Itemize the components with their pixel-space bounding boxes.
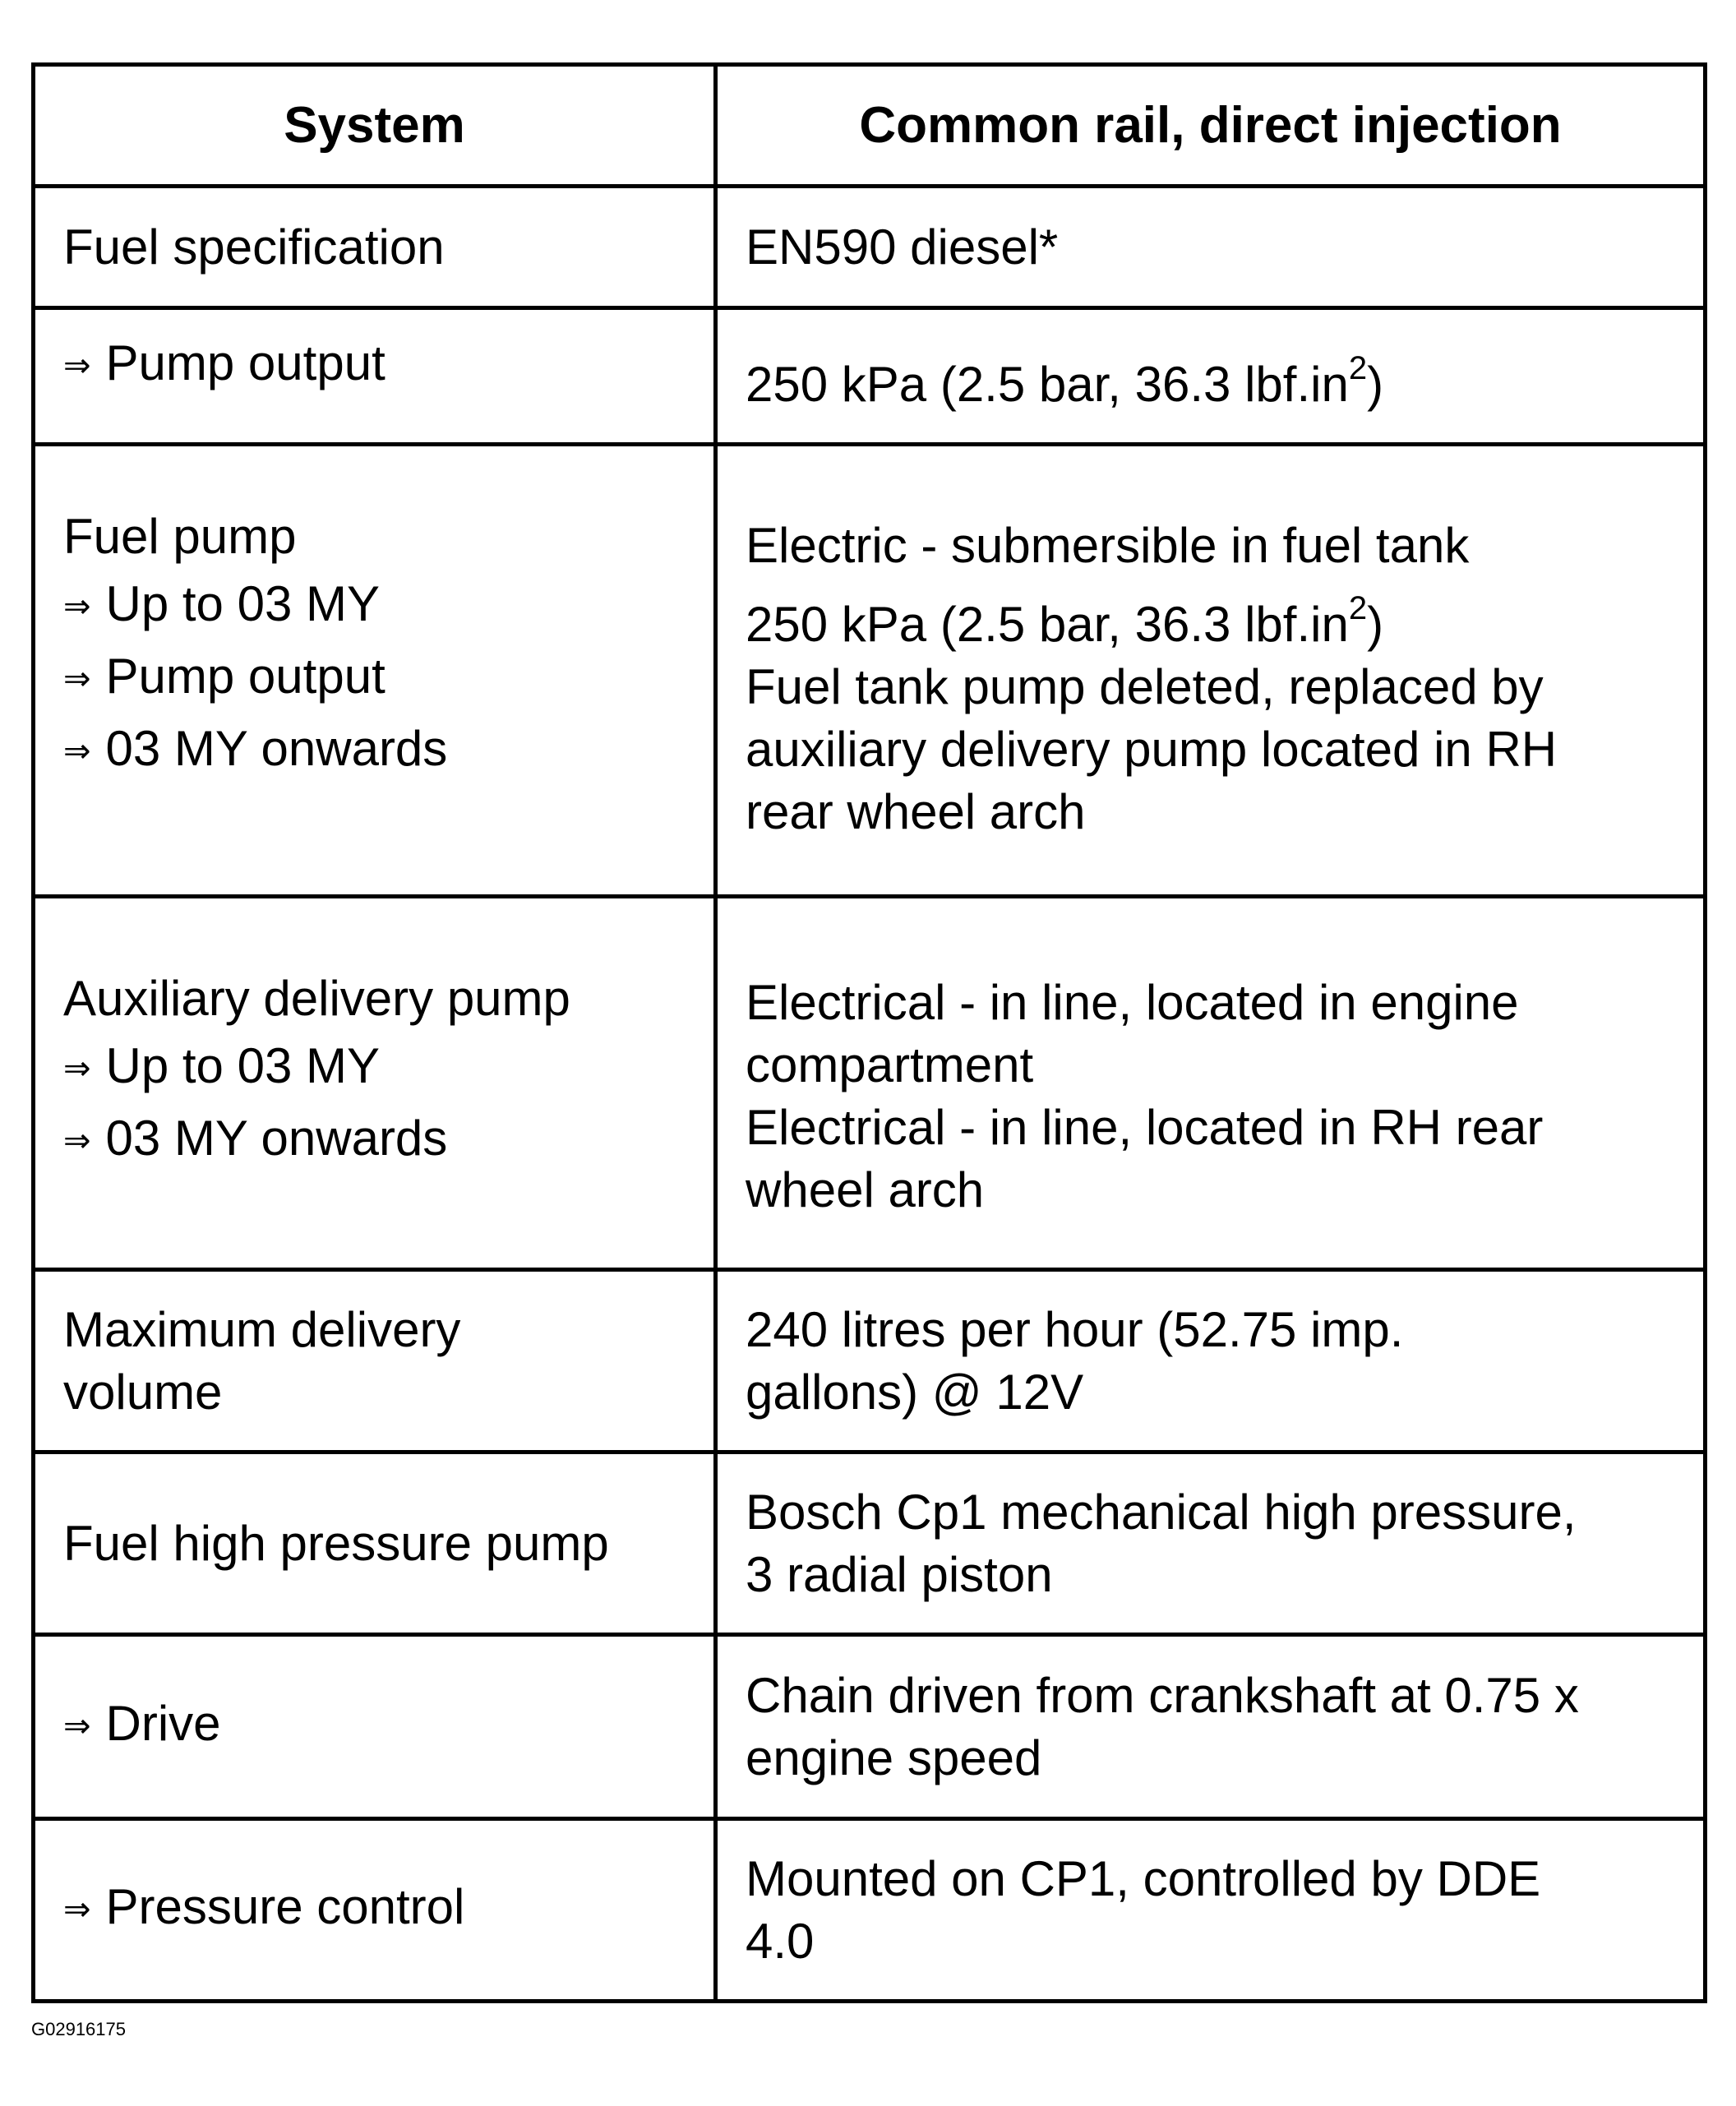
- row-label: Up to 03 MY: [105, 576, 381, 631]
- row-value-cell: [716, 1635, 1706, 1819]
- row-value: Fuel tank pump deleted, replaced by: [746, 658, 1544, 714]
- arrow-right-icon: ⇒: [63, 1707, 91, 1745]
- specification-table: [31, 62, 1707, 2003]
- row-label-cell: [34, 1635, 716, 1819]
- table-row: [34, 1452, 1706, 1635]
- row-label-line: [63, 332, 686, 400]
- row-value-cell: [716, 308, 1706, 445]
- row-value: Mounted on CP1, controlled by DDE: [746, 1850, 1541, 1906]
- row-label: Maximum delivery: [63, 1301, 461, 1357]
- figure-id: G02916175: [31, 2019, 126, 2039]
- row-label: 03 MY onwards: [105, 721, 448, 776]
- row-value: 250 kPa (2.5 bar, 36.3 lbf.in: [746, 356, 1349, 412]
- arrow-right-icon: ⇒: [63, 660, 91, 698]
- row-label: Fuel specification: [63, 219, 445, 275]
- row-label-line: [63, 645, 686, 718]
- row-label-cell: [34, 445, 716, 897]
- header-common-rail: Common rail, direct injection: [716, 65, 1706, 187]
- row-value: Bosch Cp1 mechanical high pressure,: [746, 1484, 1577, 1540]
- table-row: [34, 308, 1706, 445]
- arrow-right-icon: ⇒: [63, 1891, 91, 1928]
- row-value: Electric - submersible in fuel tank: [746, 517, 1470, 573]
- row-label-cell: [34, 1270, 716, 1452]
- row-value-cell: [716, 1819, 1706, 2002]
- row-value: wheel arch: [746, 1162, 985, 1217]
- row-value-cell: [716, 1452, 1706, 1635]
- row-value-cell: [716, 897, 1706, 1270]
- row-value-line: [746, 589, 1675, 656]
- table-row: [34, 1819, 1706, 2002]
- row-value: Electrical - in line, located in engine: [746, 974, 1519, 1030]
- row-value-cell: [716, 1270, 1706, 1452]
- row-label-line: [63, 1876, 686, 1944]
- row-label-cell: [34, 1819, 716, 2002]
- header-system: System: [34, 65, 716, 187]
- row-label: Fuel pump: [63, 509, 297, 564]
- row-label-line: [63, 1107, 686, 1175]
- row-label-cell: [34, 187, 716, 308]
- row-value-line: [746, 349, 1675, 416]
- row-value: rear wheel arch: [746, 783, 1086, 839]
- row-label-line: [63, 573, 686, 645]
- row-label: 03 MY onwards: [105, 1111, 448, 1166]
- table-row: [34, 1635, 1706, 1819]
- table-row: [34, 445, 1706, 897]
- row-label-line: [63, 1693, 686, 1761]
- arrow-right-icon: ⇒: [63, 588, 91, 626]
- table-row: [34, 897, 1706, 1270]
- row-label: Up to 03 MY: [105, 1038, 381, 1093]
- row-value: 250 kPa (2.5 bar, 36.3 lbf.in: [746, 596, 1349, 652]
- row-value: Electrical - in line, located in RH rear: [746, 1099, 1544, 1155]
- arrow-right-icon: ⇒: [63, 1050, 91, 1088]
- arrow-right-icon: ⇒: [63, 1122, 91, 1160]
- row-value: EN590 diesel*: [746, 219, 1059, 275]
- row-value: 3 radial piston: [746, 1546, 1053, 1602]
- row-label-cell: [34, 897, 716, 1270]
- row-value-suffix: ): [1367, 356, 1384, 412]
- row-value-suffix: ): [1367, 596, 1384, 652]
- table-row: [34, 187, 1706, 308]
- row-label: Pressure control: [105, 1879, 465, 1934]
- row-label: Drive: [105, 1696, 221, 1751]
- row-label: Pump output: [105, 335, 386, 390]
- row-label: Fuel high pressure pump: [63, 1515, 609, 1571]
- superscript: 2: [1348, 589, 1368, 626]
- row-value-cell: [716, 187, 1706, 308]
- row-value: engine speed: [746, 1730, 1042, 1785]
- row-label-cell: [34, 308, 716, 445]
- table-row: [34, 1270, 1706, 1452]
- table-header-row: [34, 65, 1706, 187]
- row-value: Chain driven from crankshaft at 0.75 x: [746, 1667, 1579, 1723]
- row-label-cell: [34, 1452, 716, 1635]
- row-value: 240 litres per hour (52.75 imp.: [746, 1301, 1404, 1357]
- row-label: volume: [63, 1364, 223, 1420]
- row-label: Auxiliary delivery pump: [63, 971, 570, 1026]
- arrow-right-icon: ⇒: [63, 732, 91, 770]
- row-value: 4.0: [746, 1913, 815, 1969]
- row-value-cell: [716, 445, 1706, 897]
- superscript: 2: [1348, 349, 1368, 386]
- row-value: auxiliary delivery pump located in RH: [746, 721, 1558, 777]
- row-label-line: [63, 1035, 686, 1107]
- row-label-line: [63, 718, 686, 786]
- row-label: Pump output: [105, 649, 386, 704]
- row-value: gallons) @ 12V: [746, 1364, 1084, 1420]
- row-value: compartment: [746, 1037, 1034, 1092]
- arrow-right-icon: ⇒: [63, 347, 91, 385]
